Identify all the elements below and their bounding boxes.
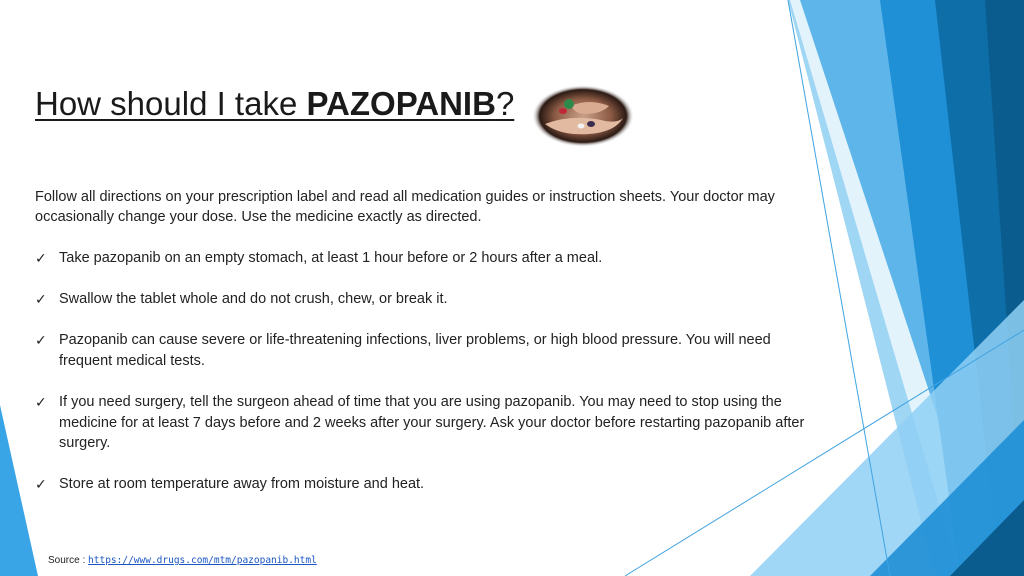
- bullet-text-1: Take pazopanib on an empty stomach, at least 1 hour before or 2 hours after a meal.: [59, 250, 603, 266]
- title-drug-name: PAZOPANIB: [306, 85, 496, 122]
- intro-paragraph: Follow all directions on your prescription label and read all medication guides or instruction sheets. Your doctor may occasionally change your dose. Use the medicine exactly as directed.: [35, 189, 775, 225]
- checkmark-icon: ✓: [35, 476, 47, 492]
- title-prefix: How should I take: [35, 85, 307, 122]
- bullet-text-3: Pazopanib can cause severe or life-threatening infections, liver problems, or high blood pressure. You will need frequent medical tests.: [59, 332, 771, 369]
- dark-pill: [587, 121, 595, 127]
- left-corner-wedge: [0, 405, 38, 576]
- bullet-item-5: [35, 474, 825, 495]
- checkmark-icon: ✓: [35, 332, 47, 348]
- bullet-text-4: If you need surgery, tell the surgeon ahead of time that you are using pazopanib. You may need to stop using the medicine for at least 7 days before and 2 weeks after your surgery. Ask your doctor before restarting pazopanib after surgery.: [59, 394, 805, 451]
- bullet-item-3: [35, 330, 825, 371]
- page-title: [35, 85, 514, 123]
- source-citation: [48, 555, 317, 566]
- red-pill: [559, 108, 567, 114]
- source-link[interactable]: https://www.drugs.com/mtm/pazopanib.html: [88, 555, 317, 566]
- bullet-item-4: [35, 392, 825, 454]
- photo-vignette: [532, 85, 634, 147]
- source-label: Source :: [48, 555, 89, 566]
- bullet-text-5: Store at room temperature away from moisture and heat.: [59, 476, 425, 492]
- title-suffix: ?: [495, 85, 515, 122]
- bullet-item-1: [35, 248, 825, 269]
- pills-in-hand-image: [531, 84, 635, 148]
- bullet-text-2: Swallow the tablet whole and do not crush, chew, or break it.: [59, 291, 448, 307]
- checkmark-icon: ✓: [35, 250, 47, 266]
- checkmark-icon: ✓: [35, 394, 47, 410]
- bullet-item-2: [35, 289, 825, 310]
- white-pill: [578, 124, 585, 129]
- checkmark-icon: ✓: [35, 291, 47, 307]
- green-pill: [564, 99, 574, 109]
